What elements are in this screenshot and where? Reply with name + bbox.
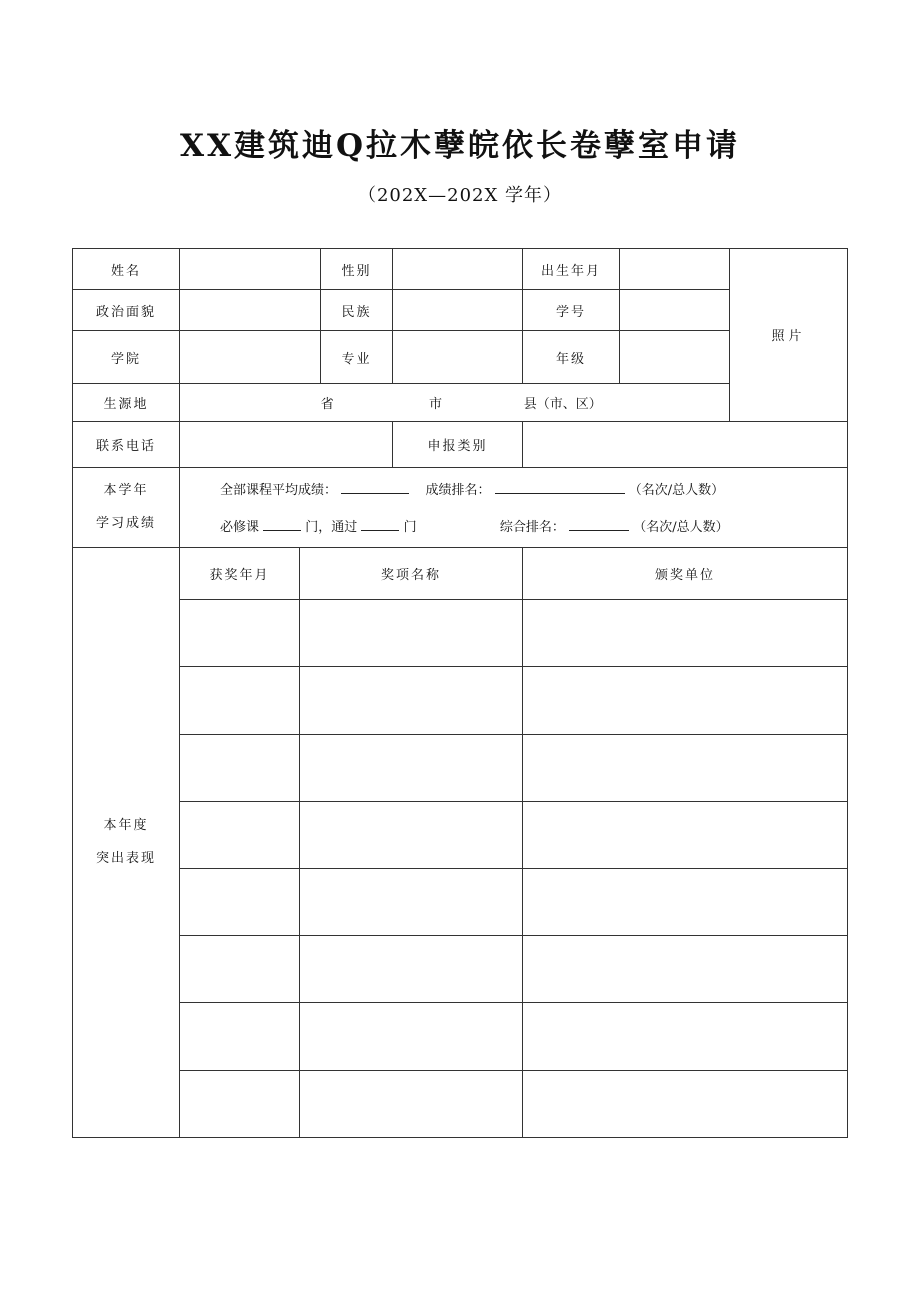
award-date-cell[interactable]: [180, 869, 300, 936]
award-name-cell[interactable]: [300, 1070, 523, 1137]
award-name-cell[interactable]: [300, 734, 523, 801]
photo-box[interactable]: [730, 249, 848, 422]
award-date-cell[interactable]: [180, 667, 300, 734]
rank-label: 成绩排名：: [425, 482, 491, 498]
origin-field[interactable]: [180, 384, 730, 421]
required-courses-label: 必修课: [220, 520, 260, 536]
perf-label-line1: 本年度: [103, 817, 149, 833]
major-label: 专业: [321, 331, 393, 384]
study-results-field: [180, 467, 848, 547]
award-issuer-cell[interactable]: [523, 936, 848, 1003]
passed-courses-blank[interactable]: [361, 516, 399, 531]
passed-courses-unit: 门: [403, 520, 417, 536]
award-row: [73, 1003, 848, 1070]
grade-field[interactable]: [620, 331, 730, 384]
study-results-label: [73, 467, 180, 547]
award-date-cell[interactable]: [180, 1003, 300, 1070]
award-issuer-cell[interactable]: [523, 1070, 848, 1137]
performance-label: [73, 547, 180, 1137]
origin-city: 市: [428, 396, 442, 412]
required-courses-blank[interactable]: [263, 516, 301, 531]
student-id-field[interactable]: [620, 290, 730, 331]
rank-suffix: （名次/总人数）: [628, 482, 725, 498]
name-field[interactable]: [180, 249, 321, 290]
avg-score-label: 全部课程平均成绩：: [220, 482, 338, 498]
political-field[interactable]: [180, 290, 321, 331]
award-row: [73, 600, 848, 667]
award-row: [73, 869, 848, 936]
award-issuer-cell[interactable]: [523, 734, 848, 801]
required-courses-unit: 门，通过: [305, 520, 358, 536]
award-row: [73, 801, 848, 868]
student-id-label: 学号: [523, 290, 620, 331]
grade-label: 年级: [523, 331, 620, 384]
gender-label: 性别: [321, 249, 393, 290]
avg-score-blank[interactable]: [341, 479, 409, 494]
overall-rank-suffix: （名次/总人数）: [633, 520, 729, 536]
ethnicity-field[interactable]: [393, 290, 523, 331]
award-date-cell[interactable]: [180, 600, 300, 667]
origin-county: 县（市、区）: [523, 396, 602, 412]
perf-label-line2: 突出表现: [95, 851, 156, 867]
form-title: XX建筑迪Q拉木孽皖依长卷孽室申请: [179, 128, 741, 164]
overall-rank-blank[interactable]: [569, 516, 629, 531]
award-name-cell[interactable]: [300, 869, 523, 936]
award-date-cell[interactable]: [180, 1070, 300, 1137]
academic-year-subtitle: （202X—202X 学年）: [357, 185, 563, 206]
award-name-cell[interactable]: [300, 1003, 523, 1070]
overall-rank-label: 综合排名：: [499, 520, 565, 536]
award-issuer-cell[interactable]: [523, 600, 848, 667]
political-label: 政治面貌: [73, 290, 180, 331]
award-date-cell[interactable]: [180, 734, 300, 801]
award-row: [73, 667, 848, 734]
birth-field[interactable]: [620, 249, 730, 290]
college-field[interactable]: [180, 331, 321, 384]
award-row: [73, 936, 848, 1003]
awards-col-date: 获奖年月: [180, 547, 300, 599]
award-name-cell[interactable]: [300, 667, 523, 734]
study-label-line1: 本学年: [103, 482, 149, 498]
award-name-cell[interactable]: [300, 936, 523, 1003]
application-form-table: [72, 248, 848, 1138]
awards-col-issuer: 颁奖单位: [523, 547, 848, 599]
award-issuer-cell[interactable]: [523, 869, 848, 936]
phone-field[interactable]: [180, 421, 393, 467]
gender-field[interactable]: [393, 249, 523, 290]
award-issuer-cell[interactable]: [523, 801, 848, 868]
award-issuer-cell[interactable]: [523, 1003, 848, 1070]
award-row: [73, 734, 848, 801]
awards-col-name: 奖项名称: [300, 547, 523, 599]
name-label: 姓名: [73, 249, 180, 290]
college-label: 学院: [73, 331, 180, 384]
major-field[interactable]: [393, 331, 523, 384]
photo-label: 照片: [771, 329, 806, 345]
award-name-cell[interactable]: [300, 801, 523, 868]
origin-label: 生源地: [73, 384, 180, 421]
rank-blank[interactable]: [495, 479, 625, 494]
award-issuer-cell[interactable]: [523, 667, 848, 734]
study-label-line2: 学习成绩: [95, 516, 156, 532]
phone-label: 联系电话: [73, 421, 180, 467]
apply-type-label: 申报类别: [393, 421, 523, 467]
ethnicity-label: 民族: [321, 290, 393, 331]
award-row: [73, 1070, 848, 1137]
birth-label: 出生年月: [523, 249, 620, 290]
award-name-cell[interactable]: [300, 600, 523, 667]
origin-province: 省: [320, 396, 334, 412]
award-date-cell[interactable]: [180, 936, 300, 1003]
apply-type-field[interactable]: [523, 421, 848, 467]
award-date-cell[interactable]: [180, 801, 300, 868]
